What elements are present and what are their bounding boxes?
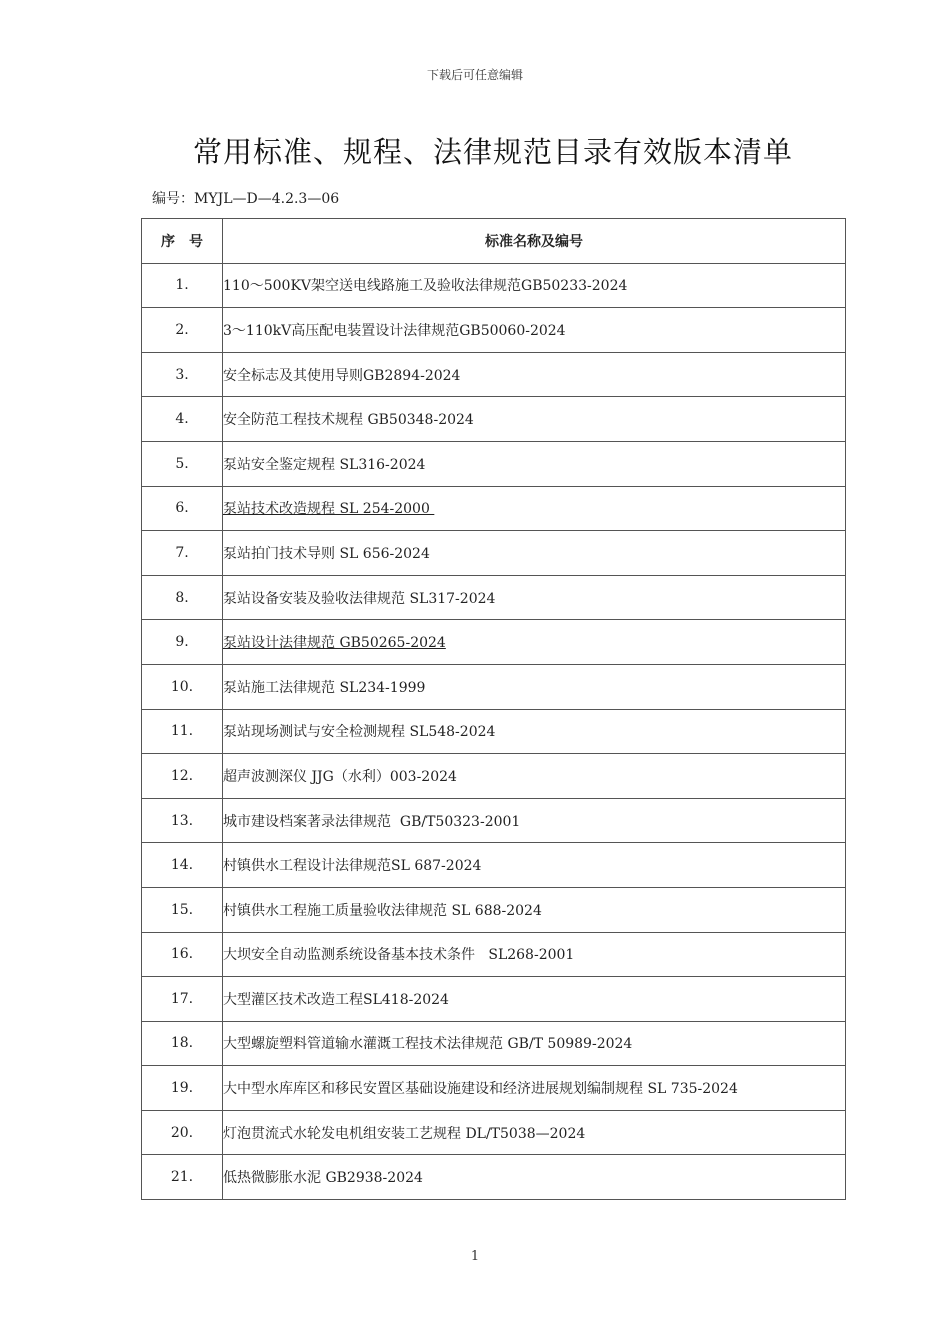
- table-row: [142, 887, 846, 932]
- table-row: [142, 1155, 846, 1200]
- row-number: 7.: [142, 531, 223, 576]
- row-number: 11.: [142, 709, 223, 754]
- standard-name: [223, 397, 846, 442]
- standard-name: [223, 441, 846, 486]
- standard-name-text: 泵站安全鉴定规程 SL316-2024: [223, 456, 426, 473]
- table-row: [142, 843, 846, 888]
- standard-name: [223, 575, 846, 620]
- row-number: 17.: [142, 977, 223, 1022]
- standard-name-text: 3～110kV高压配电装置设计法律规范GB50060-2024: [223, 322, 566, 339]
- row-number: 14.: [142, 843, 223, 888]
- standard-name: [223, 1066, 846, 1111]
- table-row: [142, 620, 846, 665]
- table-header-row: [142, 219, 846, 264]
- row-number: 16.: [142, 932, 223, 977]
- standard-name: [223, 843, 846, 888]
- standard-name-text: 泵站技术改造规程 SL 254-2000: [223, 501, 435, 518]
- header-note: 下载后可任意编辑: [426, 68, 523, 82]
- standard-name-text: 大坝安全自动监测系统设备基本技术条件 SL268-2001: [223, 947, 575, 964]
- standard-name: [223, 1021, 846, 1066]
- table-row: [142, 352, 846, 397]
- standard-name: [223, 531, 846, 576]
- table-row: [142, 441, 846, 486]
- standard-name-text: 村镇供水工程设计法律规范SL 687-2024: [223, 858, 482, 875]
- table-row: [142, 932, 846, 977]
- standard-name-text: 安全防范工程技术规程 GB50348-2024: [223, 412, 474, 429]
- document-code: 编号：MYJL—D—4.2.3—06: [152, 191, 340, 207]
- standard-name: [223, 664, 846, 709]
- row-number: 12.: [142, 754, 223, 799]
- table-row: [142, 798, 846, 843]
- page-number: 1: [470, 1249, 480, 1264]
- row-number: 3.: [142, 352, 223, 397]
- row-number: 18.: [142, 1021, 223, 1066]
- standard-name: [223, 263, 846, 308]
- table-row: [142, 575, 846, 620]
- standard-name-text: 泵站现场测试与安全检测规程 SL548-2024: [223, 724, 496, 741]
- row-number: 1.: [142, 263, 223, 308]
- table-row: [142, 709, 846, 754]
- standards-table: [141, 218, 846, 1200]
- standard-name-text: 灯泡贯流式水轮发电机组安装工艺规程 DL/T5038—2024: [223, 1125, 586, 1142]
- standard-name: [223, 620, 846, 665]
- table-row: [142, 664, 846, 709]
- row-number: 19.: [142, 1066, 223, 1111]
- standard-name-text: 超声波测深仪 JJG（水利）003-2024: [223, 768, 457, 785]
- standard-name-text: 泵站施工法律规范 SL234-1999: [223, 679, 426, 696]
- table-row: [142, 1110, 846, 1155]
- standard-name-text: 110～500KV架空送电线路施工及验收法律规范GB50233-2024: [223, 278, 628, 295]
- table-row: [142, 977, 846, 1022]
- table-row: [142, 531, 846, 576]
- standard-name-text: 大型灌区技术改造工程SL418-2024: [223, 991, 449, 1008]
- table-row: [142, 263, 846, 308]
- column-header-name: 标准名称及编号: [223, 219, 846, 264]
- standard-name-text: 泵站设计法律规范 GB50265-2024: [223, 635, 446, 652]
- standard-name: [223, 798, 846, 843]
- row-number: 21.: [142, 1155, 223, 1200]
- standard-name: [223, 1155, 846, 1200]
- table-row: [142, 754, 846, 799]
- table-row: [142, 308, 846, 353]
- standard-name: [223, 932, 846, 977]
- standard-name-text: 村镇供水工程施工质量验收法律规范 SL 688-2024: [223, 902, 542, 919]
- table-row: [142, 486, 846, 531]
- column-header-number: 序 号: [142, 219, 223, 264]
- table-row: [142, 397, 846, 442]
- standard-name: [223, 1110, 846, 1155]
- standard-name: [223, 977, 846, 1022]
- standard-name: [223, 887, 846, 932]
- row-number: 4.: [142, 397, 223, 442]
- row-number: 5.: [142, 441, 223, 486]
- standard-name: [223, 754, 846, 799]
- standard-name-text: 泵站拍门技术导则 SL 656-2024: [223, 545, 430, 562]
- table-row: [142, 1066, 846, 1111]
- row-number: 15.: [142, 887, 223, 932]
- row-number: 20.: [142, 1110, 223, 1155]
- table-row: [142, 1021, 846, 1066]
- standard-name-text: 大型螺旋塑料管道输水灌溉工程技术法律规范 GB/T 50989-2024: [223, 1036, 633, 1053]
- row-number: 13.: [142, 798, 223, 843]
- row-number: 8.: [142, 575, 223, 620]
- standard-name: [223, 709, 846, 754]
- row-number: 10.: [142, 664, 223, 709]
- standard-name: [223, 352, 846, 397]
- standard-name-text: 泵站设备安装及验收法律规范 SL317-2024: [223, 590, 496, 607]
- standard-name-text: 城市建设档案著录法律规范 GB/T50323-2001: [223, 813, 521, 830]
- standard-name: [223, 486, 846, 531]
- standard-name-text: 安全标志及其使用导则GB2894-2024: [223, 367, 461, 384]
- document-title: 常用标准、规程、法律规范目录有效版本清单: [192, 135, 793, 169]
- standard-name-text: 低热微膨胀水泥 GB2938-2024: [223, 1170, 423, 1187]
- row-number: 9.: [142, 620, 223, 665]
- standard-name: [223, 308, 846, 353]
- standard-name-text: 大中型水库库区和移民安置区基础设施建设和经济进展规划编制规程 SL 735-2024: [223, 1081, 738, 1098]
- row-number: 2.: [142, 308, 223, 353]
- row-number: 6.: [142, 486, 223, 531]
